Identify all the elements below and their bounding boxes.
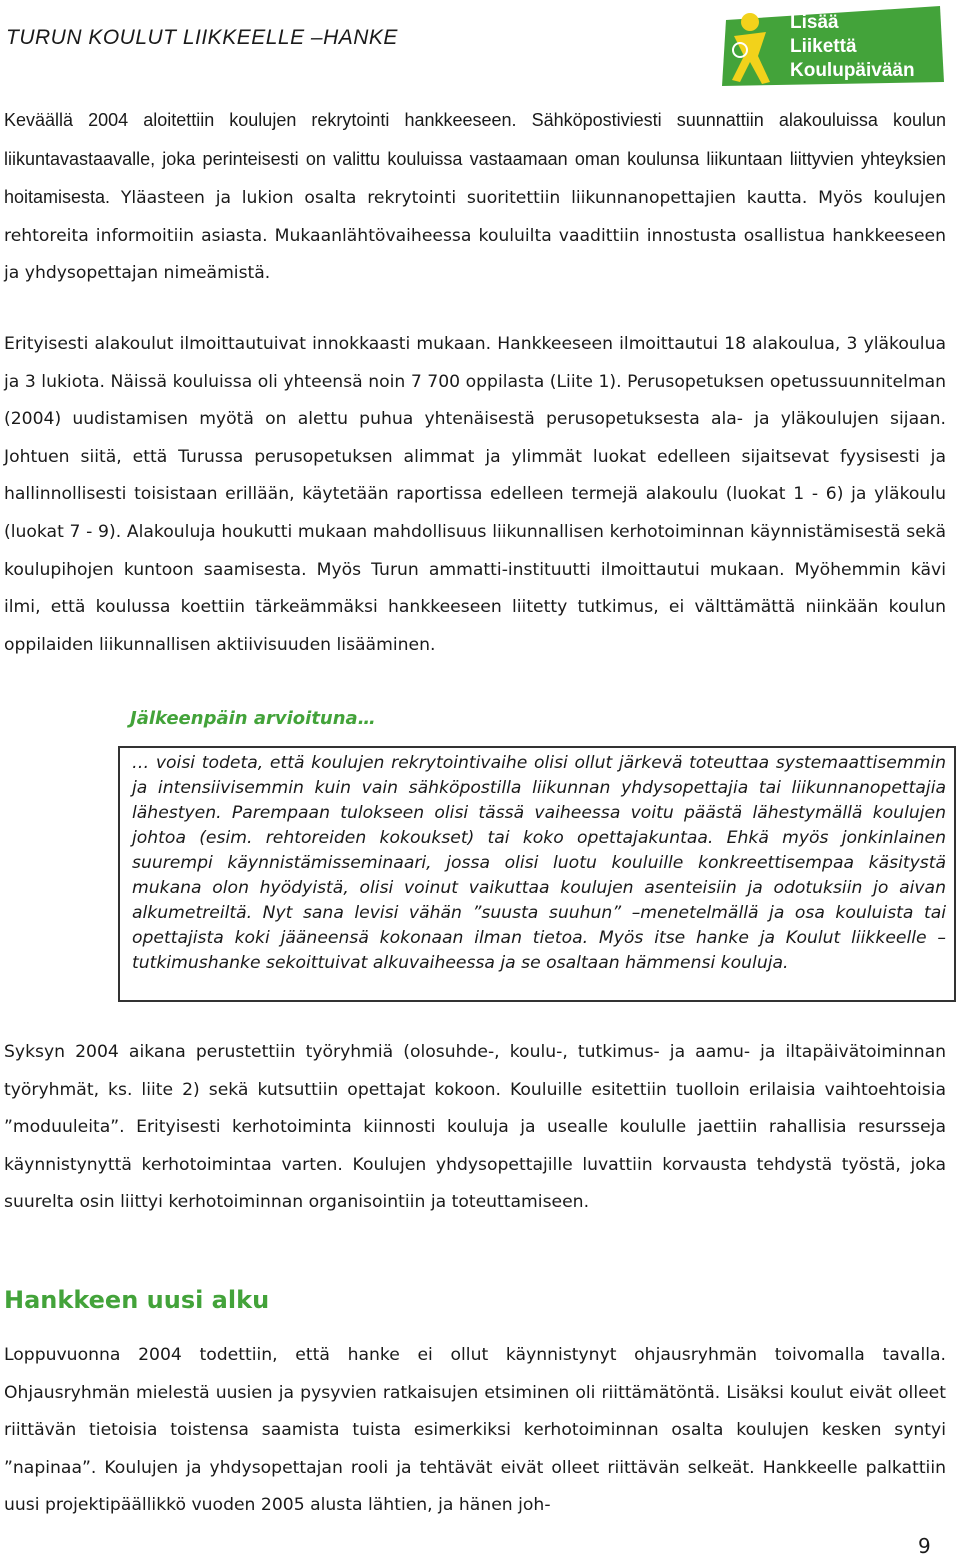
paragraph-new-start: Loppuvuonna 2004 todettiin, että hanke ei ollut käynnistynyt ohjausryhmän toivomalla tavalla. Ohjausryhmän mielestä uusien ja pysyvien ratkaisujen etsiminen oli riittämätöntä. Lisäksi koulut eivät olleet riittävän tietoisia toistensa saamista tuista esimerkiksi kerhotoiminnan osalta koulujen kesken syntyi ”napinaa”. Koulujen ja yhdysopettajan rooli ja tehtävät eivät olleet riittävän selkeät. Hankkeelle palkattiin uusi projektipäällikkö vuoden 2005 alusta lähtien, ja hänen joh- [4, 1345, 946, 1516]
page-header [0, 0, 960, 90]
retrospect-box [118, 746, 956, 1002]
paragraph-recruitment-sentence-2: Yläasteen ja lukion osalta rekrytointi suoritettiin liikunnanopettajien kautta. Myös koulujen rehtoreita informoitiin asiasta. Mukaanlähtövaiheessa kouluilta vaadittiin innostusta osallistua hankkeeseen ja yhdysopettajan nimeämistä. [4, 188, 946, 284]
paragraph-autumn-2004: Syksyn 2004 aikana perustettiin työryhmiä (olosuhde-, koulu-, tutkimus- ja aamu- ja iltapäivätoiminnan työryhmät, ks. liite 2) sekä kutsuttiin opettajat kokoon. Kouluille esitettiin tuolloin erilaisia vaihtoehtoisia ”moduuleita”. Erityisesti kerhotoiminta kiinnosti kouluja ja usealle koululle jaettiin rahallisia resursseja käynnistynyttä kerhotoimintaa varten. Koulujen yhdysopettajille luvattiin korvausta tehdystä työstä, joka suurelta osin liittyi kerhotoiminnan organisointiin ja toteuttamiseen. [4, 1042, 946, 1213]
page-number: 9 [918, 1534, 931, 1558]
logo-line-3: Koulupäivään [790, 60, 915, 81]
lisaa-liiketta-logo [718, 2, 948, 90]
section-title: Hankkeen uusi alku [4, 1286, 270, 1314]
header-title: TURUN KOULUT LIIKKEELLE –HANKE [6, 26, 398, 49]
paragraph-recruitment [4, 102, 946, 293]
retrospect-text: … voisi todeta, että koulujen rekrytointivaihe olisi ollut järkevä toteuttaa systemaattisemmin ja intensiivisemmin kuin vain sähköpostilla liikunnan yhdysopettajia tai liikunnanopettajia lähestyen. Parempaan tulokseen olisi tässä vaiheessa voitu päästä lähestymällä koulujen johtoa (esim. rehtoreiden kokoukset) tai koko opettajakuntaa. Ehkä myös jonkinlainen suurempi käynnistämisseminaari, jossa olisi luotu kouluille konkreettisempaa käsitystä mukana olon hyödyistä, olisi voinut vaikuttaa koulujen asenteisiin ja odotuksiin jo aivan alkumetreiltä. Nyt sana levisi vähän ”suusta suuhun” –menetelmällä ja osa kouluista tai opettajista koki jääneensä kokonaan ilman tietoa. Myös itse hanke ja Koulut liikkeelle –tutkimushanke sekoittuivat alkuvaiheessa ja se osaltaan hämmensi kouluja. [132, 753, 946, 973]
logo-line-2: Liikettä [790, 36, 857, 57]
paragraph-recruitment-sentence-1: Keväällä 2004 aloitettiin koulujen rekrytointi hankkeeseen. Sähköpostiviesti suunnattiin alakouluissa koulun liikuntavastaavalle, joka perinteisesti on valittu kouluissa vastaamaan oman koulunsa liikuntaan liittyvien yhteyksien hoitamisesta. [4, 110, 946, 208]
retrospect-title: Jälkeenpäin arvioituna… [130, 708, 376, 729]
paragraph-enrollment: Erityisesti alakoulut ilmoittautuivat innokkaasti mukaan. Hankkeeseen ilmoittautui 18 alakoulua, 3 yläkoulua ja 3 lukiota. Näissä kouluissa oli yhteensä noin 7 700 oppilasta (Liite 1). Perusopetuksen opetussuunnitelman (2004) uudistamisen myötä on alettu puhua yhtenäisestä perusopetuksesta ala- ja yläkoulujen sijaan. Johtuen siitä, että Turussa perusopetuksen alimmat ja ylimmät luokat edelleen sijaitsevat fyysisesti ja hallinnollisesti toisistaan erillään, käytetään raportissa edelleen termejä alakoulu (luokat 1 - 6) ja yläkoulu (luokat 7 - 9). Alakouluja houkutti mukaan mahdollisuus liikunnallisen kerhotoiminnan käynnistämisestä sekä koulupihojen kuntoon saamisesta. Myös Turun ammatti-instituutti ilmoittautui mukaan. Myöhemmin kävi ilmi, että koulussa koettiin tärkeämmäksi hankkeeseen liitetty tutkimus, ei välttämättä niinkään koulun oppilaiden liikunnallisen aktiivisuuden lisääminen. [4, 334, 946, 655]
logo-figure-head-icon [741, 13, 759, 31]
logo-line-1: Lisää [790, 12, 839, 33]
